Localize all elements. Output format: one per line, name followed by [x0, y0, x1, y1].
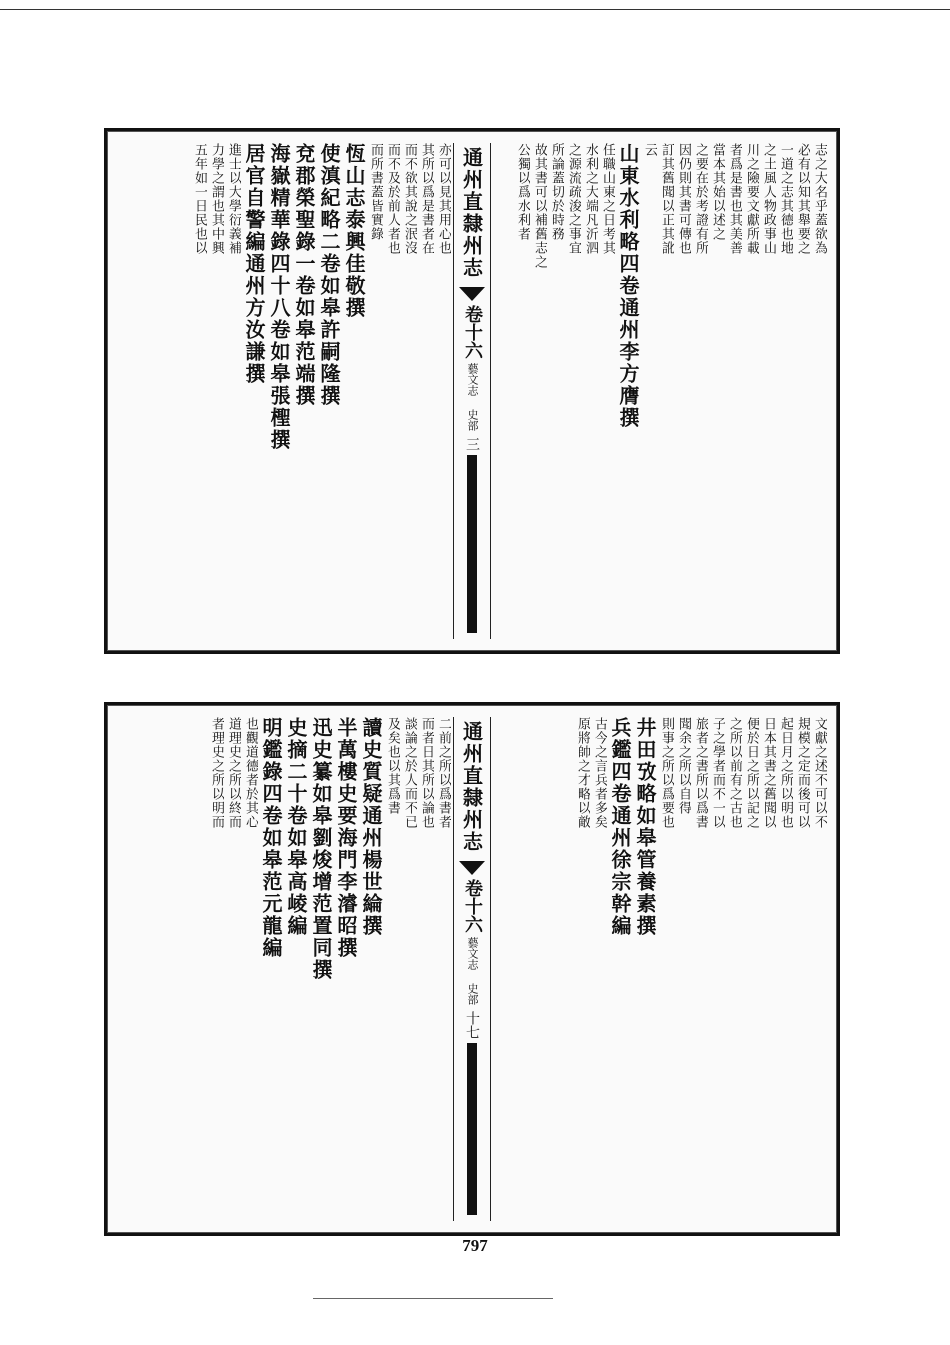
- text-column: 也觀道德者於其心: [243, 717, 258, 829]
- text-column: 水利之大端凡沂泗: [583, 143, 598, 255]
- text-column: 聞余之所以自得: [676, 717, 691, 815]
- text-column: 便於日之所以記之: [744, 717, 759, 829]
- text-column: 亦可以見其用心也: [436, 143, 451, 255]
- spine-black-bar: [467, 1043, 477, 1215]
- bottom-leaf-spine: [453, 717, 491, 1221]
- text-column: 談論之於人而不已: [402, 717, 417, 829]
- spine-section: 藝文志 史部: [466, 363, 479, 431]
- text-column: 而不及於前人者也: [385, 143, 400, 255]
- text-column: 其所以爲是書者在: [419, 143, 434, 255]
- spine-juan: 卷十六: [462, 305, 483, 359]
- text-column: 古今之言兵者多矣: [592, 717, 607, 829]
- text-column: 者爲是書也其美善: [727, 143, 742, 255]
- entry-heading-column: 居官自警編通州方汝謙撰: [242, 143, 266, 385]
- text-column: 起日月之所以明也: [778, 717, 793, 829]
- text-column: 志之大名乎蓋欲為: [812, 143, 827, 255]
- text-column: 子之學者而不一以: [710, 717, 725, 829]
- text-column: 任職山東之日考其: [600, 143, 615, 255]
- text-column: 因仍則其書可傳也: [676, 143, 691, 255]
- fishtail-mark: [459, 861, 485, 875]
- text-column: 之要在於考證有所: [693, 143, 708, 255]
- top-leaf-left-half: [117, 143, 451, 639]
- bottom-leaf: [104, 702, 840, 1236]
- entry-heading-column: 山東水利略四卷通州李方膺撰: [616, 143, 640, 429]
- text-column: 進士以大學衍義補: [226, 143, 241, 255]
- text-column: 之土風人物政事山: [761, 143, 776, 255]
- entry-heading-column: 迅史纂如皋劉焌增范置同撰: [309, 717, 333, 981]
- text-column: 及矣也以其爲書: [385, 717, 400, 815]
- text-column: 文獻之述不可以不: [812, 717, 827, 829]
- entry-heading-column: 海嶽精華錄四十八卷如皋張檉撰: [267, 143, 291, 451]
- entry-heading-column: 兵鑑四卷通州徐宗幹編: [608, 717, 632, 937]
- bottom-leaf-columns: [117, 717, 827, 1221]
- text-column: 旅者之書所以爲書: [693, 717, 708, 829]
- page-number: 797: [462, 1236, 488, 1255]
- entry-heading-column: 史摘二十卷如皋高崚編: [284, 717, 308, 937]
- entry-heading-column: 讀史質疑通州楊世綸撰: [359, 717, 383, 937]
- text-column: 當本其始以述之: [710, 143, 725, 241]
- text-column: 川之險要文獻所載: [744, 143, 759, 255]
- text-column: 云: [642, 143, 657, 157]
- top-scan-line: [0, 9, 950, 10]
- top-leaf-right-half: [493, 143, 827, 639]
- text-column: 則事之所以爲要也: [659, 717, 674, 829]
- text-column: 日本其書之舊聞以: [761, 717, 776, 829]
- top-leaf-columns: [117, 143, 827, 639]
- entry-heading-column: 使滇紀略二卷如皋許嗣隆撰: [317, 143, 341, 407]
- spine-juan: 卷十六: [462, 879, 483, 933]
- text-column: 者理史之所以明而: [209, 717, 224, 829]
- bottom-leaf-right-half: [493, 717, 827, 1221]
- text-column: 而不欲其說之泯沒: [402, 143, 417, 255]
- top-leaf-spine: [453, 143, 491, 639]
- text-column: 二前之所以爲書者: [436, 717, 451, 829]
- spine-title: 通州直隸州志: [459, 147, 484, 279]
- top-leaf: [104, 128, 840, 654]
- spine-black-bar: [467, 455, 477, 633]
- entry-heading-column: 半萬樓史要海門李濬昭撰: [334, 717, 358, 959]
- text-column: 訂其舊聞以正其訛: [659, 143, 674, 255]
- text-column: 所論蓋切於時務: [549, 143, 564, 241]
- bottom-leaf-left-half: [117, 717, 451, 1221]
- spine-folio: 十七: [464, 1011, 480, 1039]
- text-column: 故其書可以補舊志之: [532, 143, 547, 269]
- entry-heading-column: 兗郡榮聖錄一卷如皋范端撰: [292, 143, 316, 407]
- fishtail-mark: [459, 287, 485, 301]
- text-column: 之源流疏浚之事宜: [566, 143, 581, 255]
- spine-title: 通州直隸州志: [459, 721, 484, 853]
- spine-section: 藝文志 史部: [466, 937, 479, 1005]
- text-column: 必有以知其舉要之: [795, 143, 810, 255]
- text-column: 而所書蓋皆實錄: [368, 143, 383, 241]
- text-column: 五年如一日民也以: [192, 143, 207, 255]
- text-column: 而者日其所以論也: [419, 717, 434, 829]
- text-column: 力學之謂也其中興: [209, 143, 224, 255]
- text-column: 原將帥之才略以敵: [575, 717, 590, 829]
- text-column: 公獨以爲水利者: [515, 143, 530, 241]
- entry-heading-column: 恆山志泰興佳敬撰: [342, 143, 366, 319]
- text-column: 道理史之所以終而: [226, 717, 241, 829]
- footer-rule: [313, 1298, 553, 1299]
- text-column: 一道之志其德也地: [778, 143, 793, 255]
- text-column: 之所以前有之古也: [727, 717, 742, 829]
- spine-folio: 三: [464, 437, 480, 451]
- text-column: 規模之定而後可以: [795, 717, 810, 829]
- entry-heading-column: 明鑑錄四卷如皋范元龍編: [259, 717, 283, 959]
- entry-heading-column: 井田攷略如皋管養素撰: [633, 717, 657, 937]
